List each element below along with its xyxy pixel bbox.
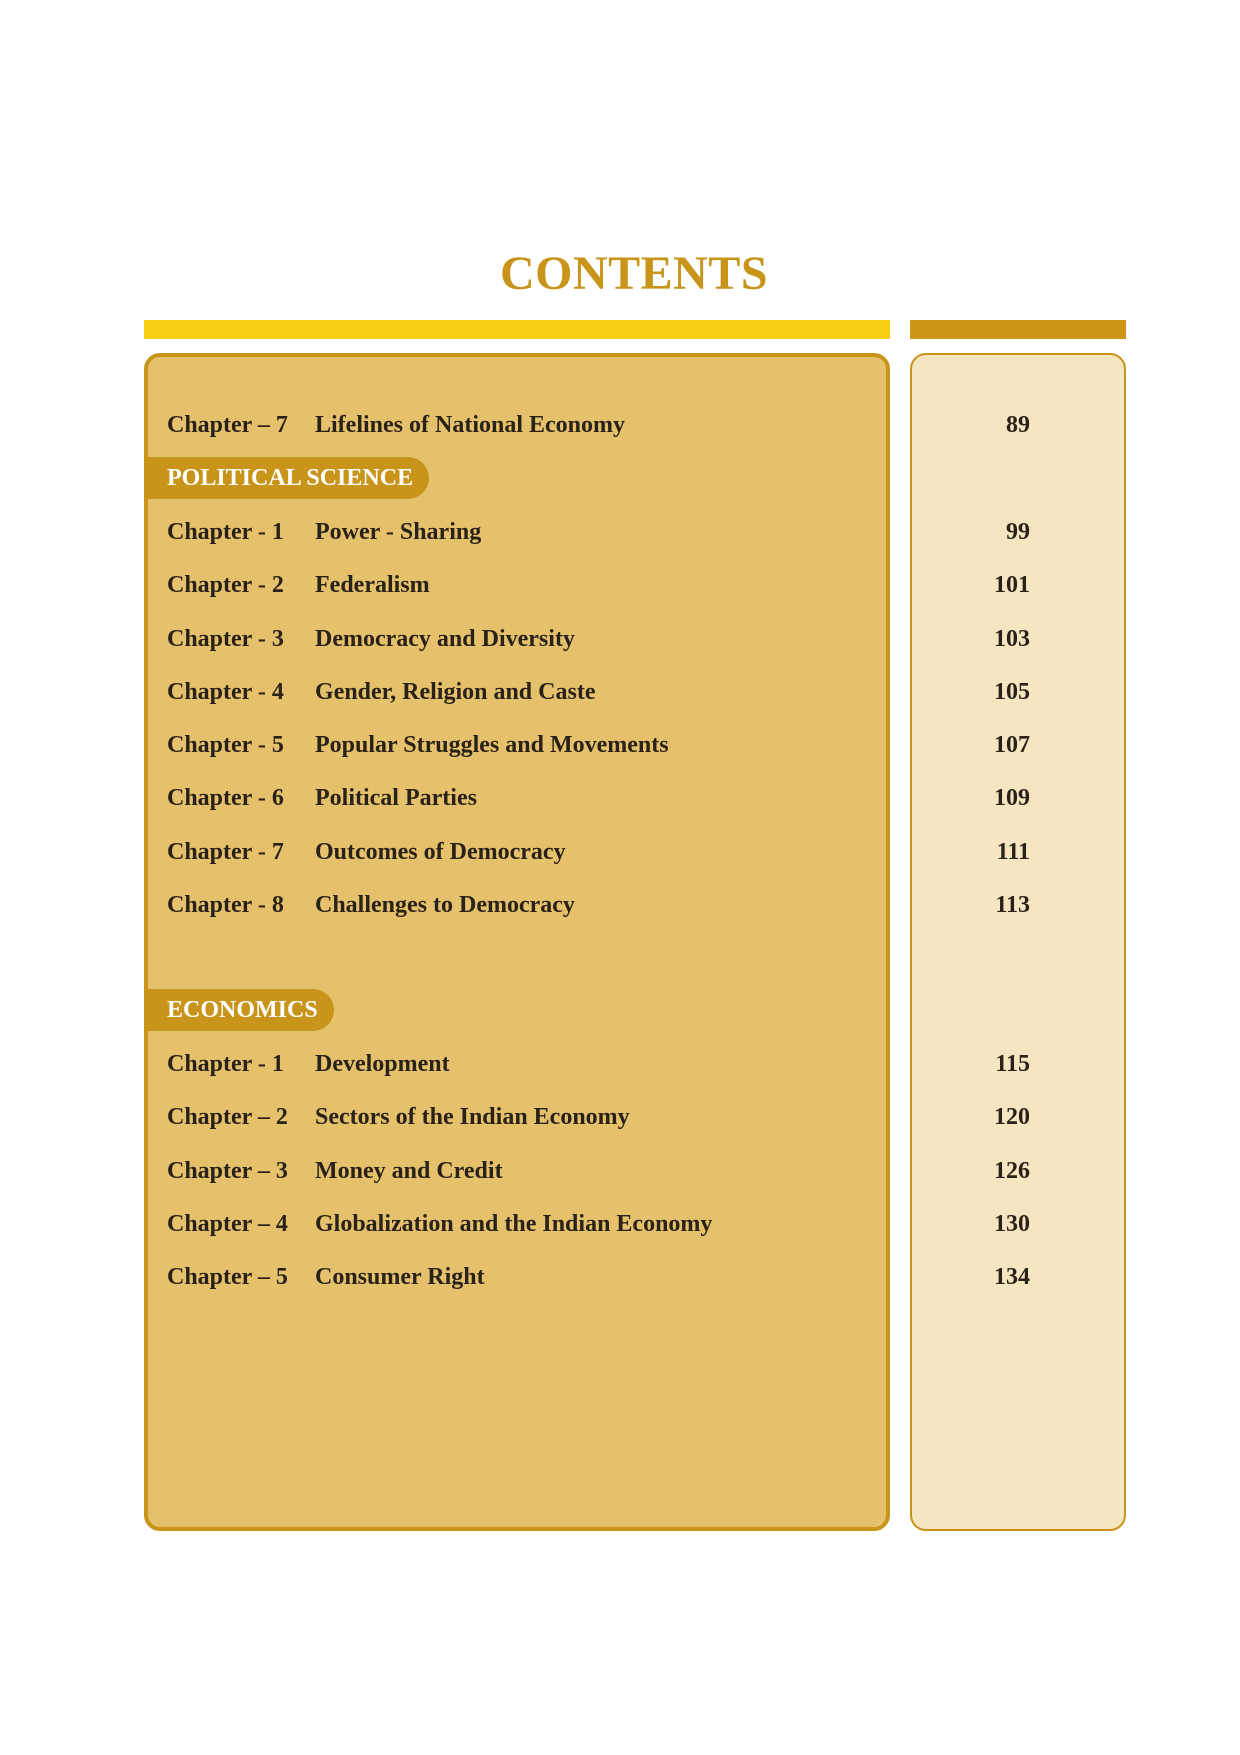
page-number: 113 xyxy=(995,892,1030,918)
toc-entry[interactable] xyxy=(0,1204,1240,1244)
chapter-number: Chapter - 7 xyxy=(167,839,284,865)
toc-entry[interactable] xyxy=(0,885,1240,925)
chapter-title: Lifelines of National Economy xyxy=(315,412,625,438)
chapter-number: Chapter – 7 xyxy=(167,412,288,438)
section-heading-political-science: POLITICAL SCIENCE xyxy=(146,457,429,499)
chapter-number: Chapter – 4 xyxy=(167,1211,288,1237)
toc-entry[interactable] xyxy=(0,1044,1240,1084)
chapter-number: Chapter - 3 xyxy=(167,626,284,652)
toc-entry[interactable] xyxy=(0,1097,1240,1137)
chapter-number: Chapter - 4 xyxy=(167,679,284,705)
chapter-title: Globalization and the Indian Economy xyxy=(315,1211,713,1237)
chapter-title: Money and Credit xyxy=(315,1158,503,1184)
chapter-title: Popular Struggles and Movements xyxy=(315,732,669,758)
chapter-number: Chapter - 5 xyxy=(167,732,284,758)
chapter-title: Outcomes of Democracy xyxy=(315,839,566,865)
chapter-title: Federalism xyxy=(315,572,430,598)
chapter-number: Chapter - 8 xyxy=(167,892,284,918)
toc-entry[interactable] xyxy=(0,405,1240,445)
chapter-number: Chapter – 2 xyxy=(167,1104,288,1130)
toc-entry[interactable] xyxy=(0,1151,1240,1191)
page-title: CONTENTS xyxy=(499,247,769,300)
toc-entry[interactable] xyxy=(0,565,1240,605)
page-number: 120 xyxy=(994,1104,1030,1130)
toc-entry[interactable] xyxy=(0,725,1240,765)
toc-entry[interactable] xyxy=(0,832,1240,872)
chapter-title: Sectors of the Indian Economy xyxy=(315,1104,630,1130)
page-number: 107 xyxy=(994,732,1030,758)
chapter-number: Chapter - 1 xyxy=(167,519,284,545)
page-number: 103 xyxy=(994,626,1030,652)
chapter-number: Chapter – 5 xyxy=(167,1264,288,1290)
chapter-title: Political Parties xyxy=(315,785,477,811)
page-number: 115 xyxy=(995,1051,1030,1077)
toc-entry[interactable] xyxy=(0,1257,1240,1297)
page-number: 101 xyxy=(994,572,1030,598)
chapter-title: Consumer Right xyxy=(315,1264,485,1290)
page-number: 109 xyxy=(994,785,1030,811)
toc-entry[interactable] xyxy=(0,619,1240,659)
chapter-title: Challenges to Democracy xyxy=(315,892,575,918)
title-accent-bar xyxy=(144,320,890,339)
chapter-title: Democracy and Diversity xyxy=(315,626,575,652)
page-column-accent-bar xyxy=(910,320,1126,339)
toc-entry[interactable] xyxy=(0,512,1240,552)
toc-entry[interactable] xyxy=(0,672,1240,712)
page-number: 126 xyxy=(994,1158,1030,1184)
toc-entry[interactable] xyxy=(0,778,1240,818)
page-number: 105 xyxy=(994,679,1030,705)
chapter-number: Chapter – 3 xyxy=(167,1158,288,1184)
chapter-number: Chapter - 1 xyxy=(167,1051,284,1077)
page-number: 130 xyxy=(994,1211,1030,1237)
page-number: 99 xyxy=(1006,519,1030,545)
page-number: 111 xyxy=(996,839,1030,865)
page-number: 134 xyxy=(994,1264,1030,1290)
chapter-title: Development xyxy=(315,1051,450,1077)
section-heading-economics: ECONOMICS xyxy=(146,989,334,1031)
page-number: 89 xyxy=(1006,412,1030,438)
chapter-number: Chapter - 2 xyxy=(167,572,284,598)
chapter-title: Gender, Religion and Caste xyxy=(315,679,596,705)
chapter-number: Chapter - 6 xyxy=(167,785,284,811)
chapter-title: Power - Sharing xyxy=(315,519,482,545)
